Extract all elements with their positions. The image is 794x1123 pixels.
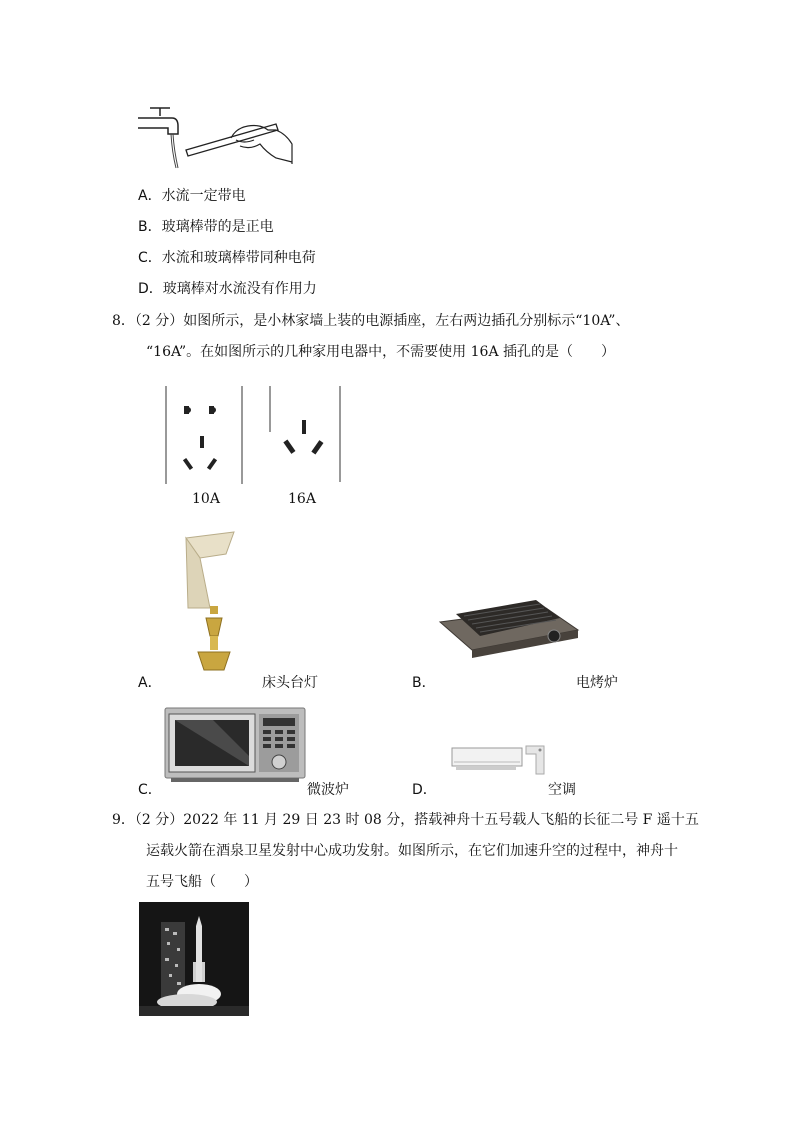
socket-label-10a: 10A xyxy=(192,491,220,507)
microwave-image xyxy=(163,706,308,786)
power-socket-figure xyxy=(160,382,350,490)
q8-stem-line2: “16A”。在如图所示的几种家用电器中，不需要使用 16A 插孔的是（ ） xyxy=(146,344,616,360)
q7-option-a: A．水流一定带电 xyxy=(138,188,246,204)
faucet-glass-rod-figure xyxy=(136,100,301,175)
q8-option-b-name: 电烤炉 xyxy=(576,675,618,691)
q9-stem-line1: 9．（2 分）2022 年 11 月 29 日 23 时 08 分，搭载神舟十五号载人飞船的长征二号 F 遥十五 xyxy=(112,812,699,828)
q8-option-d-name: 空调 xyxy=(548,782,576,798)
q8-option-c-letter: C． xyxy=(138,782,162,798)
q8-option-c-name: 微波炉 xyxy=(307,782,349,798)
q7-option-c: C．水流和玻璃棒带同种电荷 xyxy=(138,250,316,266)
q7-option-b: B．玻璃棒带的是正电 xyxy=(138,219,274,235)
rocket-launch-photo xyxy=(139,902,249,1016)
q8-option-a-name: 床头台灯 xyxy=(262,675,318,691)
q8-option-a-letter: A． xyxy=(138,675,162,691)
socket-label-16a: 16A xyxy=(288,491,316,507)
bedside-lamp-image xyxy=(170,528,250,678)
electric-grill-image xyxy=(436,592,581,660)
q8-option-d-letter: D． xyxy=(412,782,437,798)
q7-option-d: D．玻璃棒对水流没有作用力 xyxy=(138,281,317,297)
q9-stem-line3: 五号飞船（ ） xyxy=(146,874,258,890)
q9-stem-line2: 运载火箭在酒泉卫星发射中心成功发射。如图所示，在它们加速升空的过程中，神舟十 xyxy=(146,843,678,859)
q8-stem-line1: 8．（2 分）如图所示，是小林家墙上装的电源插座，左右两边插孔分别标示“10A”、 xyxy=(112,313,630,329)
air-conditioner-image xyxy=(450,744,550,780)
q8-option-b-letter: B． xyxy=(412,675,436,691)
